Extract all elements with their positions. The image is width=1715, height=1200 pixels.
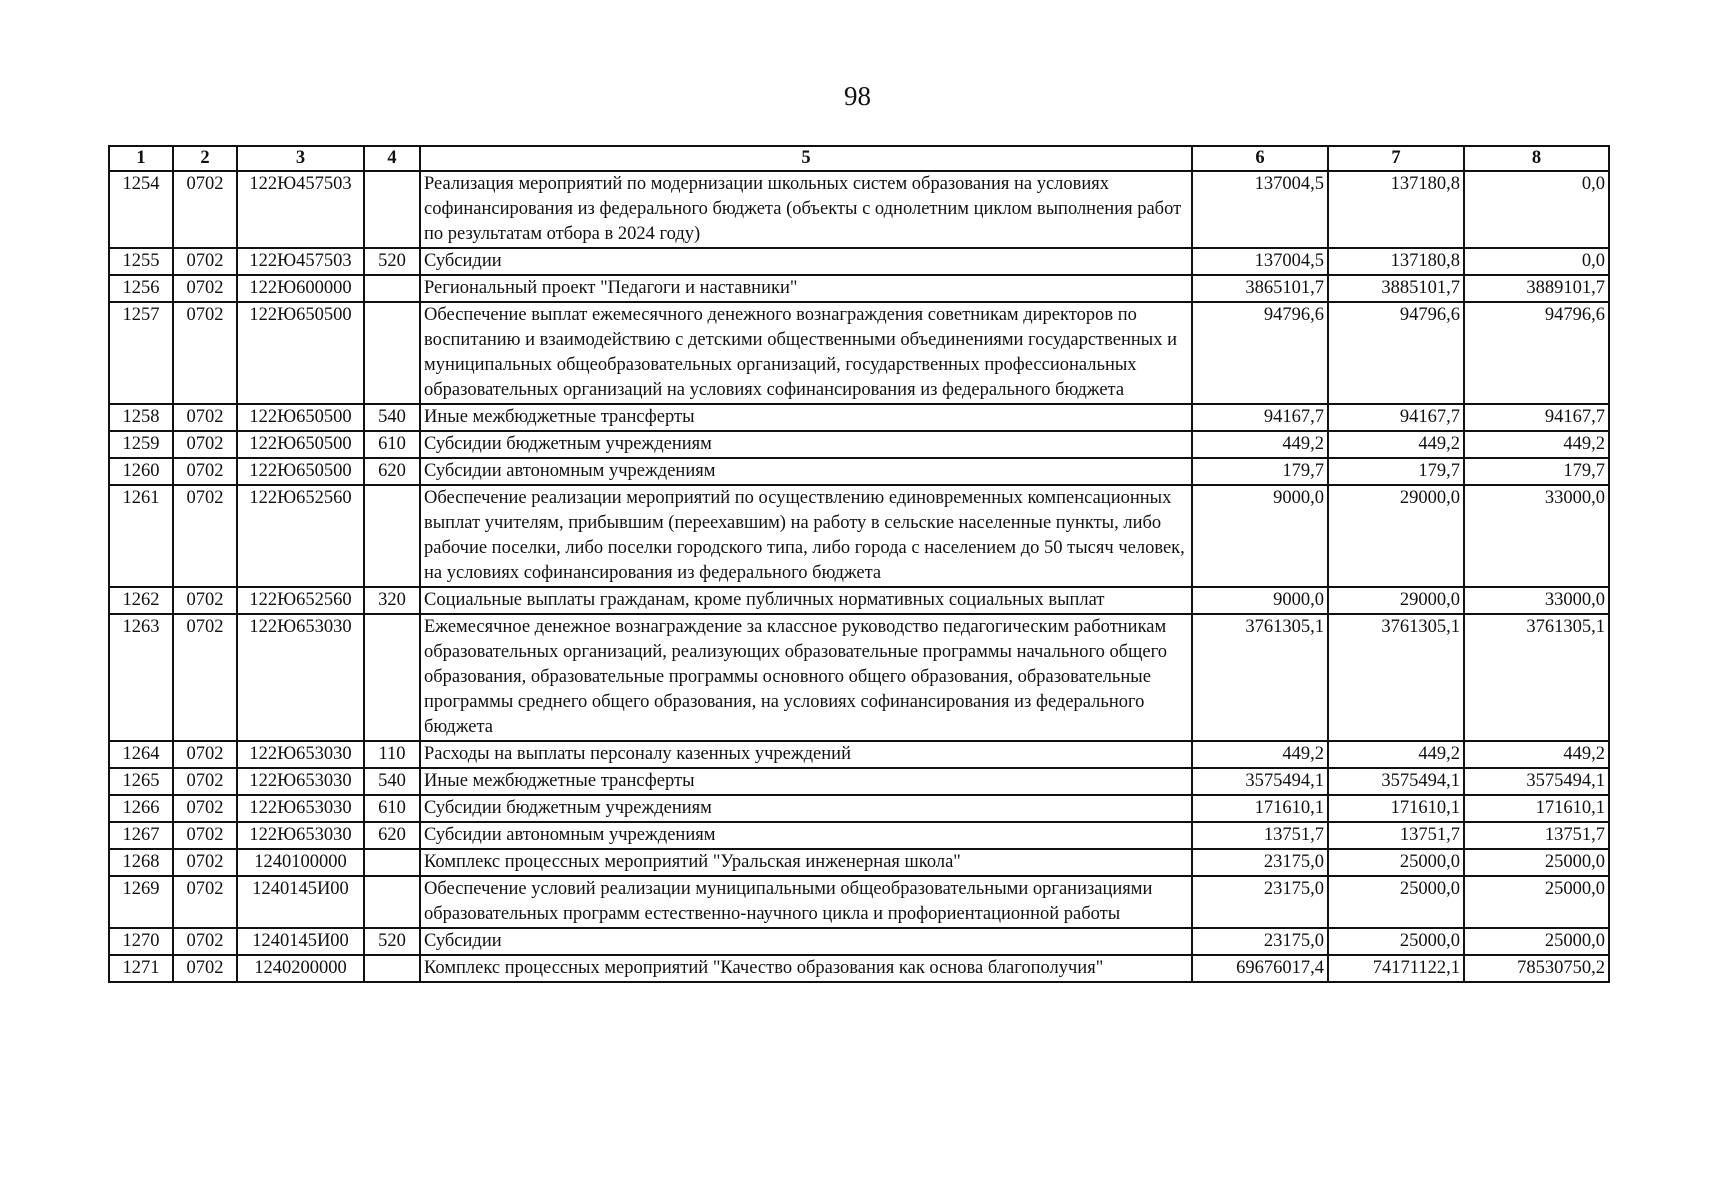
expense-type-code bbox=[364, 955, 420, 982]
item-name: Обеспечение выплат ежемесячного денежного вознаграждения советникам директоров по воспитанию и взаимодействию с детскими общественными объединениями государственных и муниципальных общеобразовательных организаций, государственных профессиональных образовательных организаций на условиях софинансирования из федерального бюджета bbox=[420, 302, 1192, 404]
section-code: 0702 bbox=[173, 171, 237, 248]
amount-col-7: 3761305,1 bbox=[1328, 614, 1464, 741]
target-article-code: 122Ю652560 bbox=[237, 587, 364, 614]
section-code: 0702 bbox=[173, 431, 237, 458]
amount-col-8: 3575494,1 bbox=[1464, 768, 1609, 795]
amount-col-7: 13751,7 bbox=[1328, 822, 1464, 849]
row-number: 1258 bbox=[109, 404, 173, 431]
amount-col-8: 25000,0 bbox=[1464, 849, 1609, 876]
amount-col-8: 94167,7 bbox=[1464, 404, 1609, 431]
row-number: 1267 bbox=[109, 822, 173, 849]
target-article-code: 1240145И00 bbox=[237, 928, 364, 955]
item-name: Комплекс процессных мероприятий "Качество образования как основа благополучия" bbox=[420, 955, 1192, 982]
section-code: 0702 bbox=[173, 849, 237, 876]
item-name: Ежемесячное денежное вознаграждение за классное руководство педагогическим работникам образовательных организаций, реализующих образовательные программы начального общего образования, образовательные программы основного общего образования, образовательные программы среднего общего образования, на условиях софинансирования из федерального бюджета bbox=[420, 614, 1192, 741]
header-cell: 1 bbox=[109, 146, 173, 171]
target-article-code: 122Ю652560 bbox=[237, 485, 364, 587]
amount-col-8: 33000,0 bbox=[1464, 485, 1609, 587]
amount-col-6: 94167,7 bbox=[1192, 404, 1328, 431]
target-article-code: 122Ю653030 bbox=[237, 614, 364, 741]
amount-col-8: 3761305,1 bbox=[1464, 614, 1609, 741]
item-name: Комплекс процессных мероприятий "Уральская инженерная школа" bbox=[420, 849, 1192, 876]
item-name: Обеспечение условий реализации муниципальными общеобразовательными организациями образовательных программ естественно-научного цикла и профориентационной работы bbox=[420, 876, 1192, 928]
item-name: Реализация мероприятий по модернизации школьных систем образования на условиях софинансирования из федерального бюджета (объекты с однолетним циклом выполнения работ по результатам отбора в 2024 году) bbox=[420, 171, 1192, 248]
amount-col-8: 171610,1 bbox=[1464, 795, 1609, 822]
target-article-code: 122Ю600000 bbox=[237, 275, 364, 302]
amount-col-7: 25000,0 bbox=[1328, 928, 1464, 955]
amount-col-6: 23175,0 bbox=[1192, 876, 1328, 928]
table-body bbox=[109, 171, 1609, 982]
item-name: Региональный проект "Педагоги и наставники" bbox=[420, 275, 1192, 302]
target-article-code: 122Ю650500 bbox=[237, 458, 364, 485]
amount-col-6: 69676017,4 bbox=[1192, 955, 1328, 982]
amount-col-6: 137004,5 bbox=[1192, 248, 1328, 275]
item-name: Субсидии автономным учреждениям bbox=[420, 822, 1192, 849]
row-number: 1270 bbox=[109, 928, 173, 955]
table-row bbox=[109, 614, 1609, 741]
amount-col-7: 449,2 bbox=[1328, 741, 1464, 768]
table-row bbox=[109, 849, 1609, 876]
amount-col-7: 171610,1 bbox=[1328, 795, 1464, 822]
section-code: 0702 bbox=[173, 928, 237, 955]
amount-col-8: 3889101,7 bbox=[1464, 275, 1609, 302]
expense-type-code: 320 bbox=[364, 587, 420, 614]
amount-col-8: 78530750,2 bbox=[1464, 955, 1609, 982]
row-number: 1261 bbox=[109, 485, 173, 587]
amount-col-7: 29000,0 bbox=[1328, 485, 1464, 587]
table-row bbox=[109, 741, 1609, 768]
expense-type-code bbox=[364, 275, 420, 302]
item-name: Субсидии автономным учреждениям bbox=[420, 458, 1192, 485]
amount-col-6: 9000,0 bbox=[1192, 587, 1328, 614]
table-row bbox=[109, 587, 1609, 614]
row-number: 1266 bbox=[109, 795, 173, 822]
target-article-code: 122Ю653030 bbox=[237, 795, 364, 822]
header-cell: 8 bbox=[1464, 146, 1609, 171]
section-code: 0702 bbox=[173, 955, 237, 982]
amount-col-7: 94167,7 bbox=[1328, 404, 1464, 431]
item-name: Субсидии bbox=[420, 928, 1192, 955]
expense-type-code: 610 bbox=[364, 795, 420, 822]
amount-col-7: 449,2 bbox=[1328, 431, 1464, 458]
target-article-code: 1240100000 bbox=[237, 849, 364, 876]
section-code: 0702 bbox=[173, 275, 237, 302]
section-code: 0702 bbox=[173, 302, 237, 404]
row-number: 1254 bbox=[109, 171, 173, 248]
row-number: 1255 bbox=[109, 248, 173, 275]
target-article-code: 122Ю650500 bbox=[237, 431, 364, 458]
amount-col-7: 179,7 bbox=[1328, 458, 1464, 485]
amount-col-6: 3575494,1 bbox=[1192, 768, 1328, 795]
item-name: Иные межбюджетные трансферты bbox=[420, 768, 1192, 795]
header-row bbox=[109, 146, 1609, 171]
header-cell: 5 bbox=[420, 146, 1192, 171]
table-row bbox=[109, 431, 1609, 458]
amount-col-8: 33000,0 bbox=[1464, 587, 1609, 614]
table-row bbox=[109, 822, 1609, 849]
page-number: 98 bbox=[844, 81, 871, 111]
amount-col-8: 449,2 bbox=[1464, 431, 1609, 458]
target-article-code: 122Ю650500 bbox=[237, 404, 364, 431]
amount-col-7: 3575494,1 bbox=[1328, 768, 1464, 795]
expense-type-code: 520 bbox=[364, 248, 420, 275]
section-code: 0702 bbox=[173, 614, 237, 741]
row-number: 1263 bbox=[109, 614, 173, 741]
amount-col-6: 94796,6 bbox=[1192, 302, 1328, 404]
row-number: 1265 bbox=[109, 768, 173, 795]
table-row bbox=[109, 795, 1609, 822]
amount-col-6: 13751,7 bbox=[1192, 822, 1328, 849]
expense-type-code: 620 bbox=[364, 822, 420, 849]
expense-type-code bbox=[364, 485, 420, 587]
table-row bbox=[109, 458, 1609, 485]
target-article-code: 122Ю650500 bbox=[237, 302, 364, 404]
expense-type-code bbox=[364, 171, 420, 248]
amount-col-8: 0,0 bbox=[1464, 171, 1609, 248]
row-number: 1259 bbox=[109, 431, 173, 458]
item-name: Субсидии бюджетным учреждениям bbox=[420, 431, 1192, 458]
expense-type-code bbox=[364, 614, 420, 741]
amount-col-6: 23175,0 bbox=[1192, 928, 1328, 955]
target-article-code: 122Ю457503 bbox=[237, 248, 364, 275]
item-name: Иные межбюджетные трансферты bbox=[420, 404, 1192, 431]
header-cell: 7 bbox=[1328, 146, 1464, 171]
table-row bbox=[109, 876, 1609, 928]
target-article-code: 122Ю457503 bbox=[237, 171, 364, 248]
section-code: 0702 bbox=[173, 587, 237, 614]
amount-col-7: 29000,0 bbox=[1328, 587, 1464, 614]
section-code: 0702 bbox=[173, 768, 237, 795]
expense-type-code: 540 bbox=[364, 404, 420, 431]
target-article-code: 122Ю653030 bbox=[237, 741, 364, 768]
amount-col-6: 23175,0 bbox=[1192, 849, 1328, 876]
table-row bbox=[109, 302, 1609, 404]
amount-col-8: 0,0 bbox=[1464, 248, 1609, 275]
row-number: 1264 bbox=[109, 741, 173, 768]
item-name: Социальные выплаты гражданам, кроме публичных нормативных социальных выплат bbox=[420, 587, 1192, 614]
header-cell: 2 bbox=[173, 146, 237, 171]
amount-col-8: 25000,0 bbox=[1464, 928, 1609, 955]
amount-col-8: 179,7 bbox=[1464, 458, 1609, 485]
amount-col-7: 74171122,1 bbox=[1328, 955, 1464, 982]
amount-col-6: 449,2 bbox=[1192, 431, 1328, 458]
table-row bbox=[109, 171, 1609, 248]
expense-type-code: 620 bbox=[364, 458, 420, 485]
table-row bbox=[109, 275, 1609, 302]
expense-type-code: 110 bbox=[364, 741, 420, 768]
row-number: 1260 bbox=[109, 458, 173, 485]
row-number: 1256 bbox=[109, 275, 173, 302]
expense-type-code bbox=[364, 849, 420, 876]
amount-col-7: 25000,0 bbox=[1328, 876, 1464, 928]
target-article-code: 1240200000 bbox=[237, 955, 364, 982]
amount-col-6: 137004,5 bbox=[1192, 171, 1328, 248]
item-name: Субсидии бюджетным учреждениям bbox=[420, 795, 1192, 822]
amount-col-7: 137180,8 bbox=[1328, 248, 1464, 275]
table-row bbox=[109, 485, 1609, 587]
row-number: 1257 bbox=[109, 302, 173, 404]
amount-col-8: 449,2 bbox=[1464, 741, 1609, 768]
target-article-code: 1240145И00 bbox=[237, 876, 364, 928]
item-name: Обеспечение реализации мероприятий по осуществлению единовременных компенсационных выплат учителям, прибывшим (переехавшим) на работу в сельские населенные пункты, либо рабочие поселки, либо поселки городского типа, либо города с населением до 50 тысяч человек, на условиях софинансирования из федерального бюджета bbox=[420, 485, 1192, 587]
header-cell: 4 bbox=[364, 146, 420, 171]
budget-table bbox=[108, 145, 1610, 983]
section-code: 0702 bbox=[173, 795, 237, 822]
table-row bbox=[109, 404, 1609, 431]
section-code: 0702 bbox=[173, 741, 237, 768]
amount-col-7: 3885101,7 bbox=[1328, 275, 1464, 302]
row-number: 1271 bbox=[109, 955, 173, 982]
item-name: Расходы на выплаты персоналу казенных учреждений bbox=[420, 741, 1192, 768]
table-row bbox=[109, 955, 1609, 982]
amount-col-7: 137180,8 bbox=[1328, 171, 1464, 248]
section-code: 0702 bbox=[173, 248, 237, 275]
amount-col-7: 25000,0 bbox=[1328, 849, 1464, 876]
row-number: 1268 bbox=[109, 849, 173, 876]
section-code: 0702 bbox=[173, 458, 237, 485]
amount-col-8: 13751,7 bbox=[1464, 822, 1609, 849]
section-code: 0702 bbox=[173, 822, 237, 849]
expense-type-code bbox=[364, 302, 420, 404]
amount-col-7: 94796,6 bbox=[1328, 302, 1464, 404]
amount-col-6: 171610,1 bbox=[1192, 795, 1328, 822]
amount-col-8: 94796,6 bbox=[1464, 302, 1609, 404]
table-row bbox=[109, 768, 1609, 795]
expense-type-code bbox=[364, 876, 420, 928]
amount-col-6: 449,2 bbox=[1192, 741, 1328, 768]
target-article-code: 122Ю653030 bbox=[237, 768, 364, 795]
header-cell: 3 bbox=[237, 146, 364, 171]
amount-col-6: 3761305,1 bbox=[1192, 614, 1328, 741]
section-code: 0702 bbox=[173, 404, 237, 431]
expense-type-code: 520 bbox=[364, 928, 420, 955]
target-article-code: 122Ю653030 bbox=[237, 822, 364, 849]
amount-col-6: 179,7 bbox=[1192, 458, 1328, 485]
amount-col-8: 25000,0 bbox=[1464, 876, 1609, 928]
table-row bbox=[109, 928, 1609, 955]
amount-col-6: 3865101,7 bbox=[1192, 275, 1328, 302]
expense-type-code: 610 bbox=[364, 431, 420, 458]
row-number: 1262 bbox=[109, 587, 173, 614]
section-code: 0702 bbox=[173, 876, 237, 928]
amount-col-6: 9000,0 bbox=[1192, 485, 1328, 587]
table-row bbox=[109, 248, 1609, 275]
header-cell: 6 bbox=[1192, 146, 1328, 171]
row-number: 1269 bbox=[109, 876, 173, 928]
section-code: 0702 bbox=[173, 485, 237, 587]
item-name: Субсидии bbox=[420, 248, 1192, 275]
expense-type-code: 540 bbox=[364, 768, 420, 795]
